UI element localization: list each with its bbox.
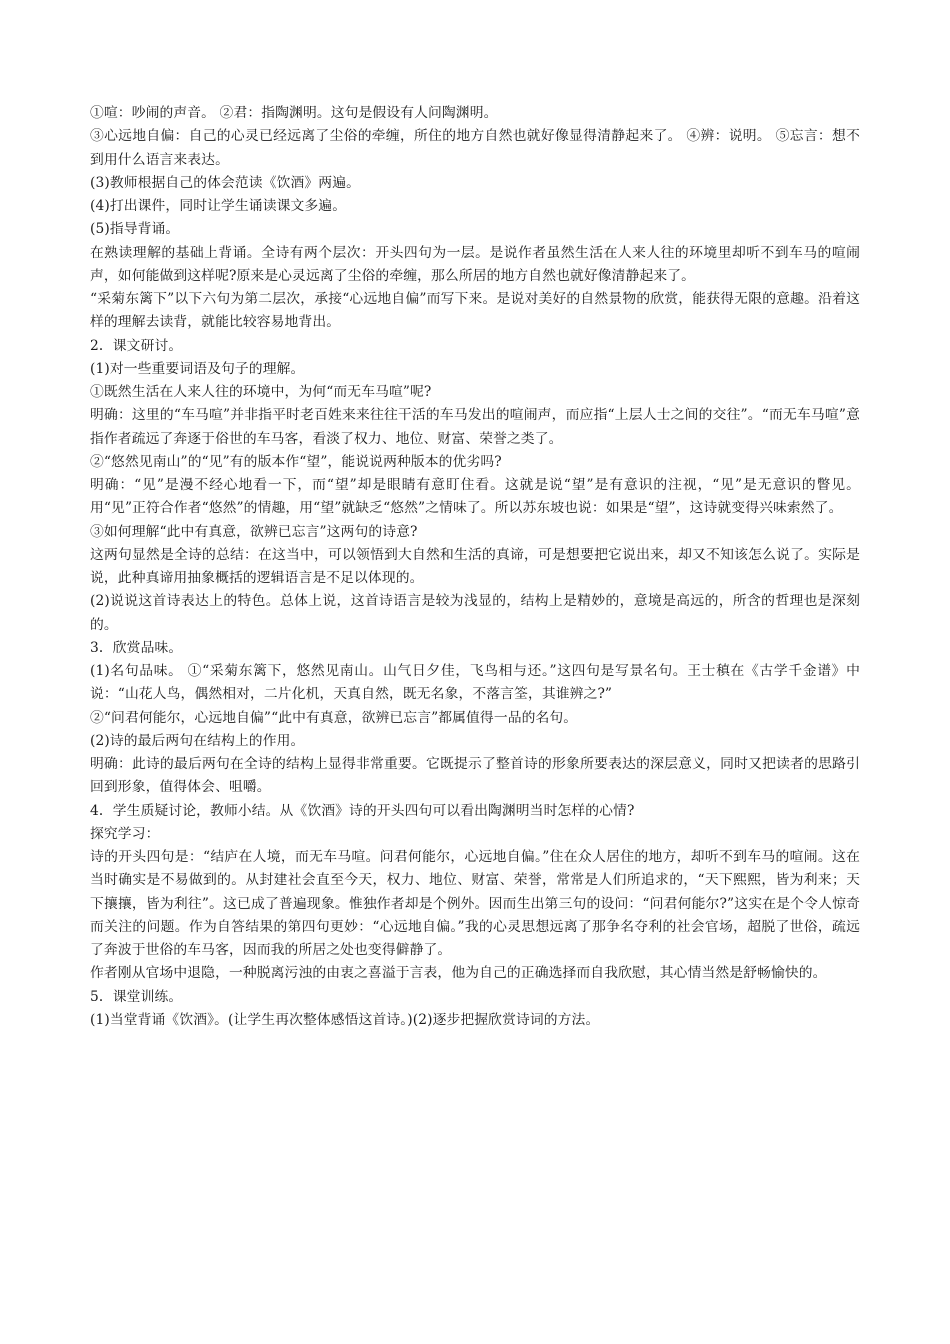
subheading-last-lines: (2)诗的最后两句在结构上的作用。 [90,732,305,749]
section-heading-practice: 5．课堂训练。 [90,988,183,1005]
answer-2: 明确：“见”是漫不经心地看一下，而“望”却是眼睛有意盯住看。这就是说“望”是有意识的注视，“见”是无意识的瞥见。用“见”正符合作者“悠然”的情趣，用“望”就缺乏“悠然”之情味了。所以苏东坡也说：如果是“望”，这诗就变得兴味索然了。 [90,477,860,517]
question-3: ③如何理解“此中有真意，欲辨已忘言”这两句的诗意? [90,523,418,540]
annotation-line-2: ③心远地自偏：自己的心灵已经远离了尘俗的牵缠，所住的地方自然也就好像显得清静起来了。 ④辨：说明。 ⑤忘言：想不到用什么语言来表达。 [90,128,860,168]
step-courseware: (4)打出课件，同时让学生诵读课文多遍。 [90,198,347,214]
paragraph-second-layer: “采菊东篱下”以下六句为第二层次，承接“心远地自偏”而写下来。是说对美好的自然景物的欣赏，能获得无限的意趣。沿着这样的理解去读背，就能比较容易地背出。 [90,291,860,331]
question-1: ①既然生活在人来人往的环境中，为何“而无车马喧”呢? [90,384,432,400]
section-heading-appreciation: 3．欣赏品味。 [90,639,183,656]
answer-last-lines: 明确：此诗的最后两句在全诗的结构上显得非常重要。它既提示了整首诗的形象所要表达的深层意义，同时又把读者的思路引回到形象，值得体会、咀嚼。 [90,756,860,796]
paragraph-famous-lines: (1)名句品味。 ①“采菊东篱下，悠然见南山。山气日夕佳，飞鸟相与还。”这四句是写景名句。王士稹在《古学千金谱》中说：“山花人鸟，偶然相对，二片化机，天真自然，既无名象，不落言筌，其谁辨之?” [90,663,860,703]
paragraph-inquiry: 诗的开头四句是：“结庐在人境，而无车马喧。问君何能尔，心远地自偏。”住在众人居住的地方，却听不到车马的喧闹。这在当时确实是不易做到的。从封建社会直至今天，权力、地位、财富、荣誉，常常是人们所追求的，“天下熙熙，皆为利来；天下攘攘，皆为利往”。这已成了普遍现象。惟独作者却是个例外。因而生出第三句的设问：“问君何能尔?”这实在是个令人惊奇而关注的问题。作为自答结果的第四句更妙：“心远地自偏。”我的心灵思想远离了那争名夺利的社会官场，超脱了世俗，疏远了奔波于世俗的车马客，因而我的所居之处也变得僻静了。 [90,849,860,958]
subheading-word-understanding: (1)对一些重要词语及句子的理解。 [90,360,305,377]
paragraph-first-layer: 在熟读理解的基础上背诵。全诗有两个层次：开头四句为一层。是说作者虽然生活在人来人往的环境里却听不到车马的喧闹声，如何能做到这样呢?原来是心灵远离了尘俗的牵缠，那么所居的地方自然也就好像清静起来了。 [90,244,860,284]
section-heading-text-study: 2．课文研讨。 [90,337,183,354]
paragraph-expression-features: (2)说说这首诗表达上的特色。总体上说，这首诗语言是较为浅显的，结构上是精妙的，意境是高远的，所含的哲理也是深刻的。 [90,593,860,633]
document-page [90,102,860,1032]
paragraph-famous-lines-2: ②“问君何能尔，心远地自偏”“此中有真意，欲辨已忘言”都属值得一品的名句。 [90,709,578,726]
label-inquiry: 探究学习： [90,825,160,842]
section-heading-discussion: 4．学生质疑讨论，教师小结。从《饮酒》诗的开头四句可以看出陶渊明当时怎样的心情? [90,802,635,819]
step-read-aloud: (3)教师根据自己的体会范读《饮酒》两遍。 [90,174,360,191]
step-recitation: (5)指导背诵。 [90,221,180,238]
answer-3: 这两句显然是全诗的总结：在这当中，可以领悟到大自然和生活的真谛，可是想要把它说出来，却又不知该怎么说了。实际是说，此种真谛用抽象概括的逻辑语言是不足以体现的。 [90,546,860,586]
paragraph-mood: 作者刚从官场中退隐，一种脱离污浊的由衷之喜溢于言表，他为自己的正确选择而自我欣慰，其心情当然是舒畅愉快的。 [90,965,827,982]
answer-1: 明确：这里的“车马喧”并非指平时老百姓来来往往干活的车马发出的喧闹声，而应指“上层人士之间的交往”。“而无车马喧”意指作者疏远了奔逐于俗世的车马客，看淡了权力、地位、财富、荣誉之类了。 [90,407,860,447]
paragraph-practice: (1)当堂背诵《饮酒》。(让学生再次整体感悟这首诗。)(2)逐步把握欣赏诗词的方法。 [90,1011,600,1028]
annotation-line-1: ①喧：吵闹的声音。 ②君：指陶渊明。这句是假设有人问陶渊明。 [90,105,498,121]
question-2: ②“悠然见南山”的“见”有的版本作“望”，能说说两种版本的优劣吗? [90,453,502,470]
